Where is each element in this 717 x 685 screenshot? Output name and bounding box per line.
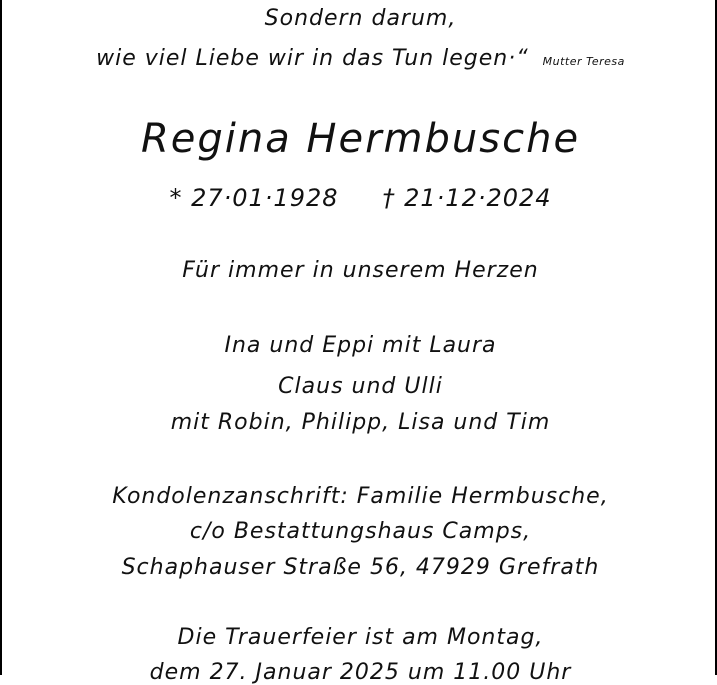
- condolence-line-3: Schaphauser Straße 56, 47929 Grefrath: [121, 555, 600, 580]
- condolence-line-1: Kondolenzanschrift: Familie Hermbusche,: [112, 484, 609, 509]
- family-line-1: Ina und Eppi mit Laura: [224, 333, 497, 358]
- family-line-2: Claus und Ulli: [278, 374, 443, 399]
- deceased-name: Regina Hermbusche: [140, 116, 581, 162]
- quote-line-1: [2, 6, 717, 31]
- death-date: † 21·12·2024: [382, 184, 552, 212]
- quote-text-1: Sondern darum,: [264, 6, 457, 31]
- family-line-3: mit Robin, Philipp, Lisa und Tim: [170, 410, 551, 435]
- service-line-1: Die Trauerfeier ist am Montag,: [177, 625, 544, 650]
- life-dates: [2, 184, 717, 212]
- birth-date: * 27·01·1928: [169, 184, 339, 212]
- quote-line-2: [2, 46, 717, 71]
- service-line-2: dem 27. Januar 2025 um 11.00 Uhr: [149, 660, 572, 685]
- motto: Für immer in unserem Herzen: [182, 258, 539, 283]
- quote-author: Mutter Teresa: [542, 55, 625, 68]
- quote-text-2: wie viel Liebe wir in das Tun legen·“: [96, 46, 529, 71]
- condolence-line-2: c/o Bestattungshaus Camps,: [189, 519, 532, 544]
